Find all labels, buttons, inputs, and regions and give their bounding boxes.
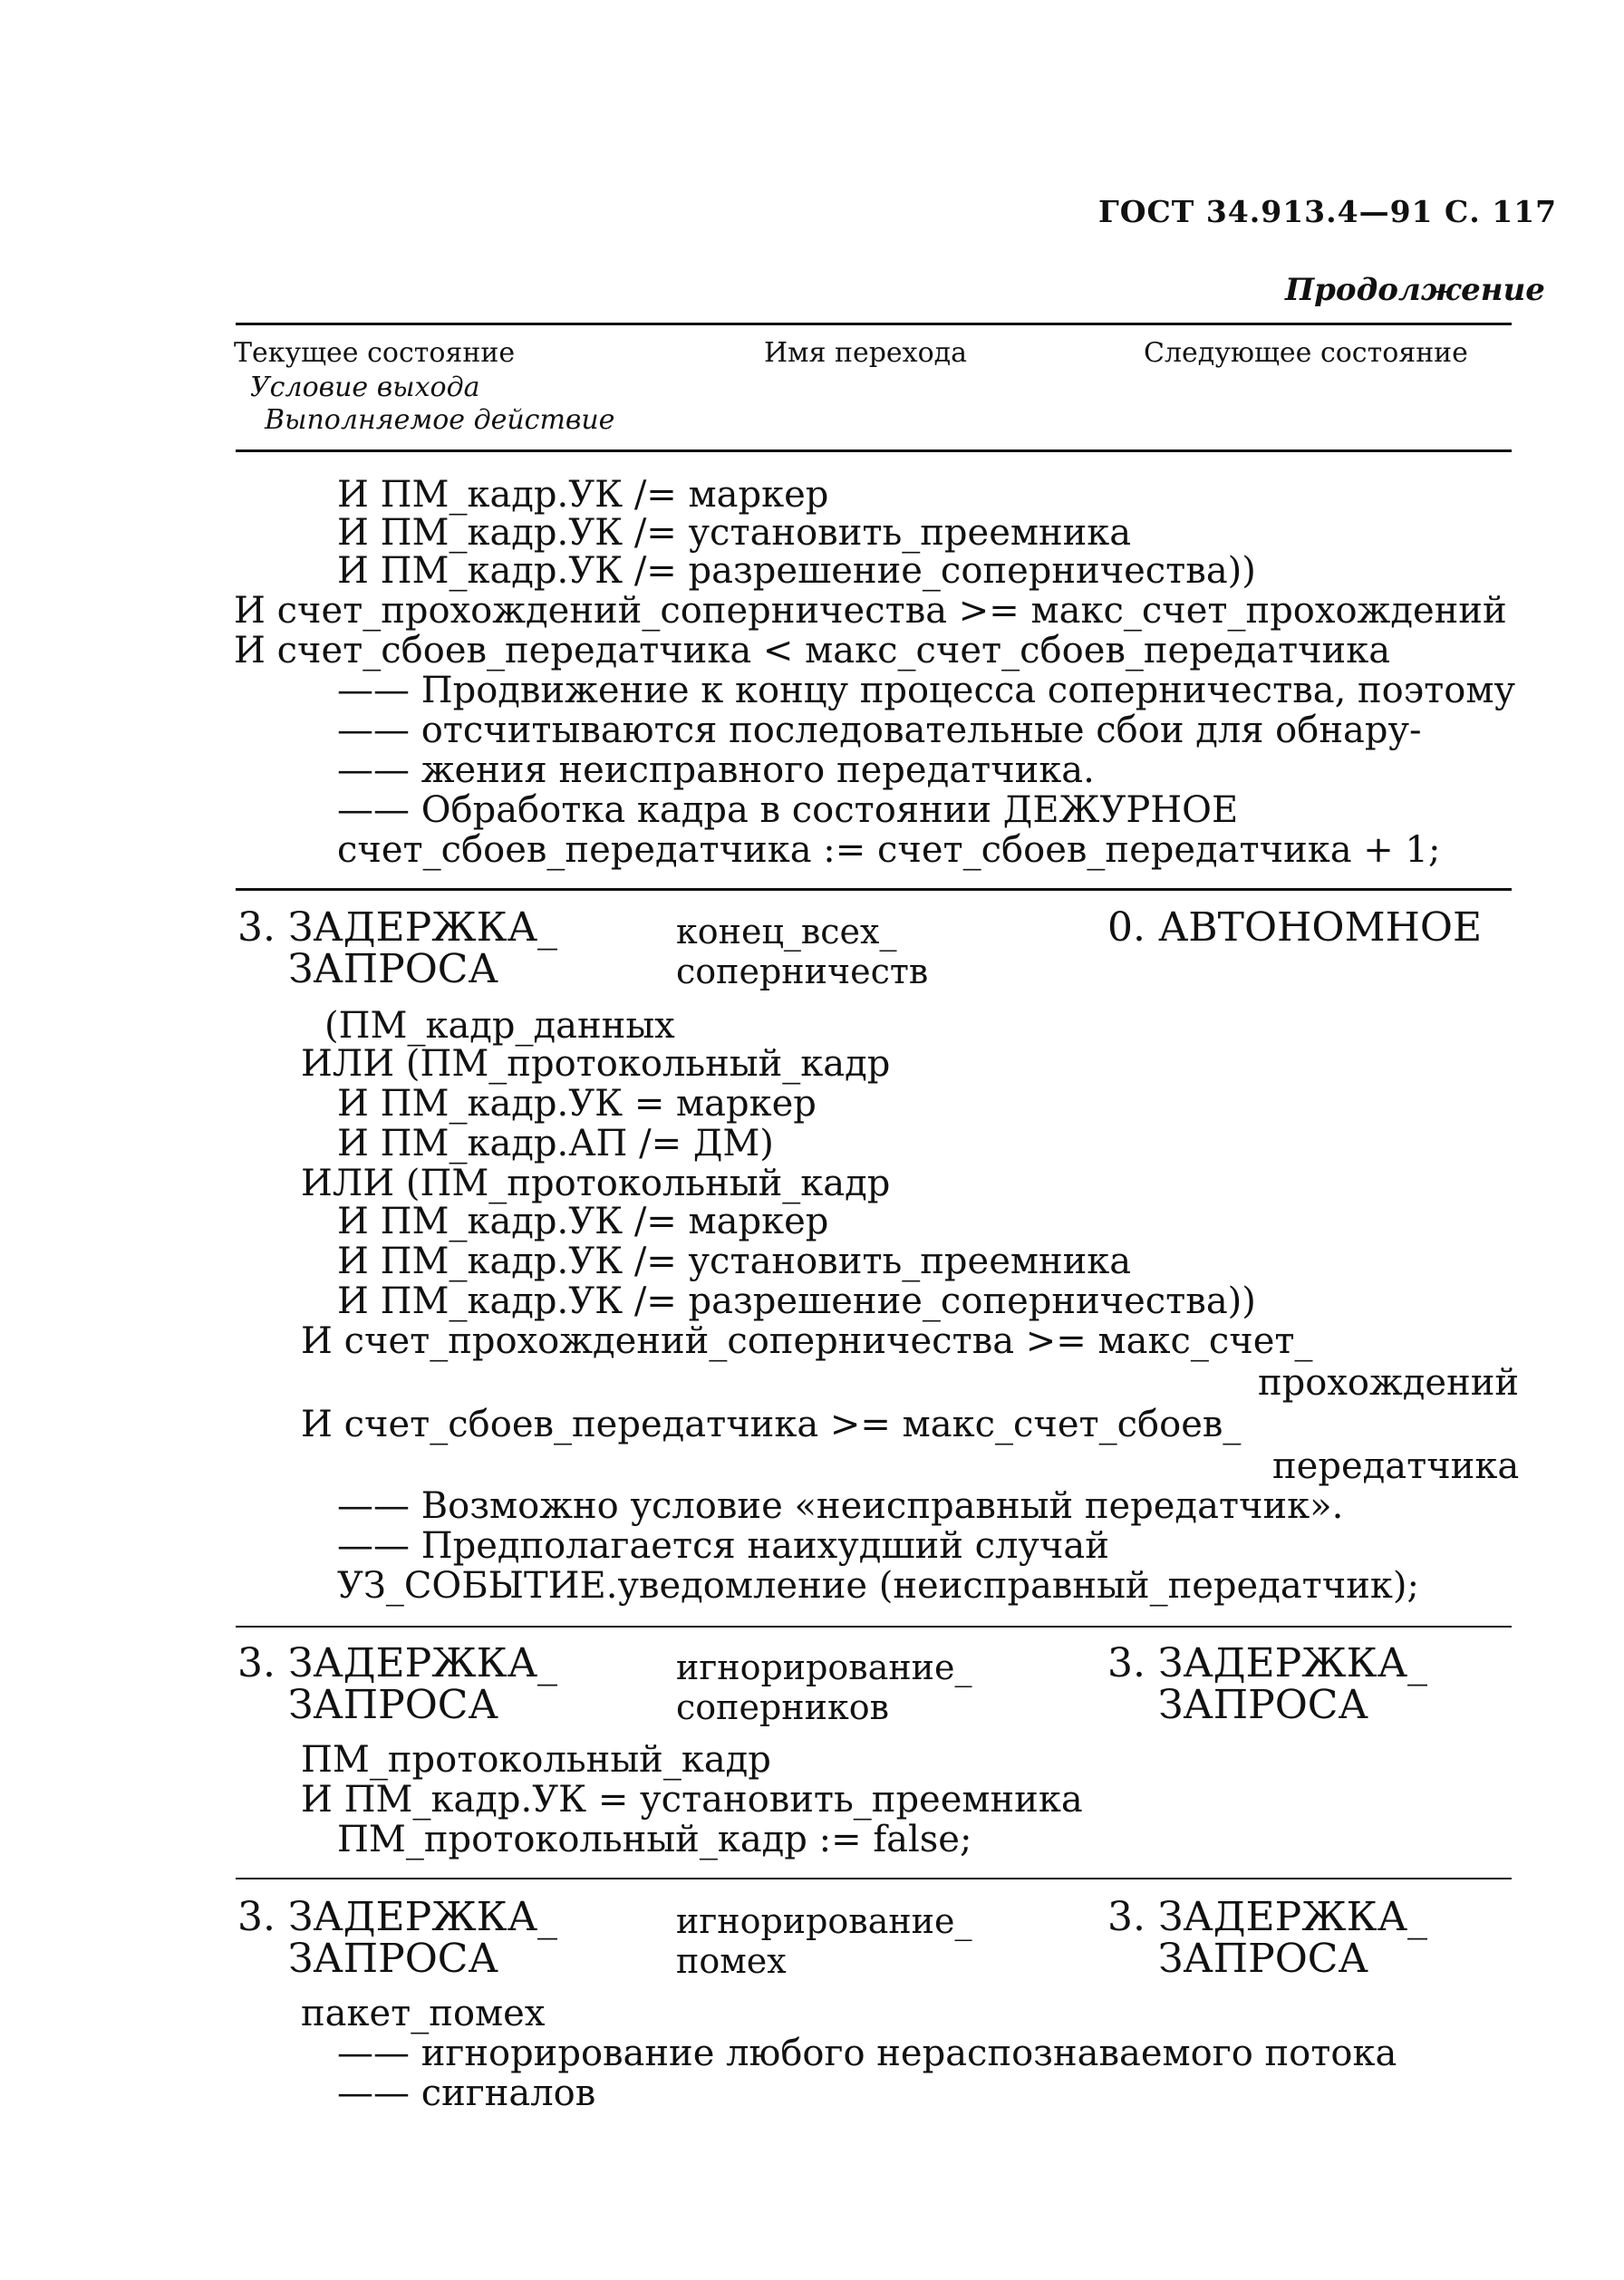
comment-line: —— Предполагается наихудший случай [337, 1525, 1109, 1567]
table-top-rule [236, 323, 1512, 325]
transition-name-cont: соперничеств [676, 952, 929, 991]
code-line: И счет_сбоев_передатчика < макс_счет_сбоев_передатчика [234, 630, 1391, 671]
code-line: ИЛИ (ПМ_протокольный_кадр [301, 1043, 891, 1085]
code-line: пакет_помех [301, 1993, 546, 2034]
code-line: И счет_прохождений_соперничества >= макс_счет_ [301, 1320, 1313, 1362]
block-divider [236, 888, 1512, 891]
next-state-cont: ЗАПРОСА [1158, 1936, 1368, 1982]
document-header: ГОСТ 34.913.4—91 С. 117 [1098, 194, 1558, 229]
code-line: И ПМ_кадр.УК = маркер [337, 1083, 817, 1125]
current-state-cont: ЗАПРОСА [288, 1936, 498, 1982]
next-state-cont: ЗАПРОСА [1158, 1682, 1368, 1728]
code-line: УЗ_СОБЫТИЕ.уведомление (неисправный_передатчик); [337, 1565, 1419, 1607]
current-state: 3. ЗАДЕРЖКА_ [237, 1640, 558, 1686]
code-line: И ПМ_кадр.УК /= разрешение_соперничества)) [337, 550, 1256, 592]
current-state-cont: ЗАПРОСА [288, 1682, 498, 1728]
code-line-wrap: передатчика [1272, 1445, 1520, 1487]
code-line: И ПМ_кадр.УК /= разрешение_соперничества)) [337, 1280, 1256, 1322]
column-transition-name: Имя перехода [764, 337, 968, 369]
code-line: И ПМ_кадр.УК = установить_преемника [301, 1779, 1083, 1821]
current-state: 3. ЗАДЕРЖКА_ [237, 1894, 558, 1940]
code-line: И счет_прохождений_соперничества >= макс_счет_прохождений [234, 590, 1507, 632]
code-line: счет_сбоев_передатчика := счет_сбоев_передатчика + 1; [337, 829, 1441, 871]
next-state: 0. АВТОНОМНОЕ [1107, 904, 1483, 951]
column-exit-condition: Условие выхода [250, 372, 480, 403]
column-current-state: Текущее состояние [234, 337, 516, 369]
code-line: И ПМ_кадр.УК /= маркер [337, 1201, 829, 1242]
comment-line: —— Обработка кадра в состоянии ДЕЖУРНОЕ [337, 789, 1239, 831]
code-line: И ПМ_кадр.УК /= установить_преемника [337, 512, 1132, 554]
column-action: Выполняемое действие [265, 404, 615, 436]
transition-name: конец_всех_ [676, 912, 897, 952]
code-line-wrap: прохождений [1258, 1362, 1520, 1404]
code-line: ИЛИ (ПМ_протокольный_кадр [301, 1163, 891, 1204]
transition-name-cont: помех [676, 1941, 787, 1981]
code-line: И ПМ_кадр.УК /= установить_преемника [337, 1241, 1132, 1282]
current-state: 3. ЗАДЕРЖКА_ [237, 904, 558, 951]
comment-line: —— Возможно условие «неисправный передатчик». [337, 1485, 1344, 1527]
code-line: И ПМ_кадр.АП /= ДМ) [337, 1123, 774, 1164]
column-next-state: Следующее состояние [1144, 337, 1468, 369]
comment-line: —— игнорирование любого нераспознаваемого потока [337, 2033, 1397, 2074]
next-state: 3. ЗАДЕРЖКА_ [1107, 1894, 1428, 1940]
transition-name: игнорирование_ [676, 1647, 972, 1687]
continuation-label: Продолжение [1285, 272, 1545, 308]
block-divider [236, 1878, 1512, 1879]
code-line: И счет_сбоев_передатчика >= макс_счет_сбоев_ [301, 1404, 1242, 1445]
transition-name: игнорирование_ [676, 1901, 972, 1941]
comment-line: —— Продвижение к концу процесса соперничества, поэтому [337, 670, 1515, 711]
code-line: (ПМ_кадр_данных [324, 1005, 675, 1047]
transition-name-cont: соперников [676, 1687, 889, 1727]
code-line: ПМ_протокольный_кадр := false; [337, 1819, 972, 1860]
comment-line: —— сигналов [337, 2072, 596, 2114]
comment-line: —— жения неисправного передатчика. [337, 749, 1095, 791]
code-line: И ПМ_кадр.УК /= маркер [337, 474, 829, 516]
block-divider [236, 1626, 1512, 1628]
next-state: 3. ЗАДЕРЖКА_ [1107, 1640, 1428, 1686]
comment-line: —— отсчитываются последовательные сбои для обнару- [337, 710, 1422, 751]
code-line: ПМ_протокольный_кадр [301, 1739, 771, 1781]
current-state-cont: ЗАПРОСА [288, 946, 498, 992]
header-bottom-rule [236, 449, 1512, 452]
